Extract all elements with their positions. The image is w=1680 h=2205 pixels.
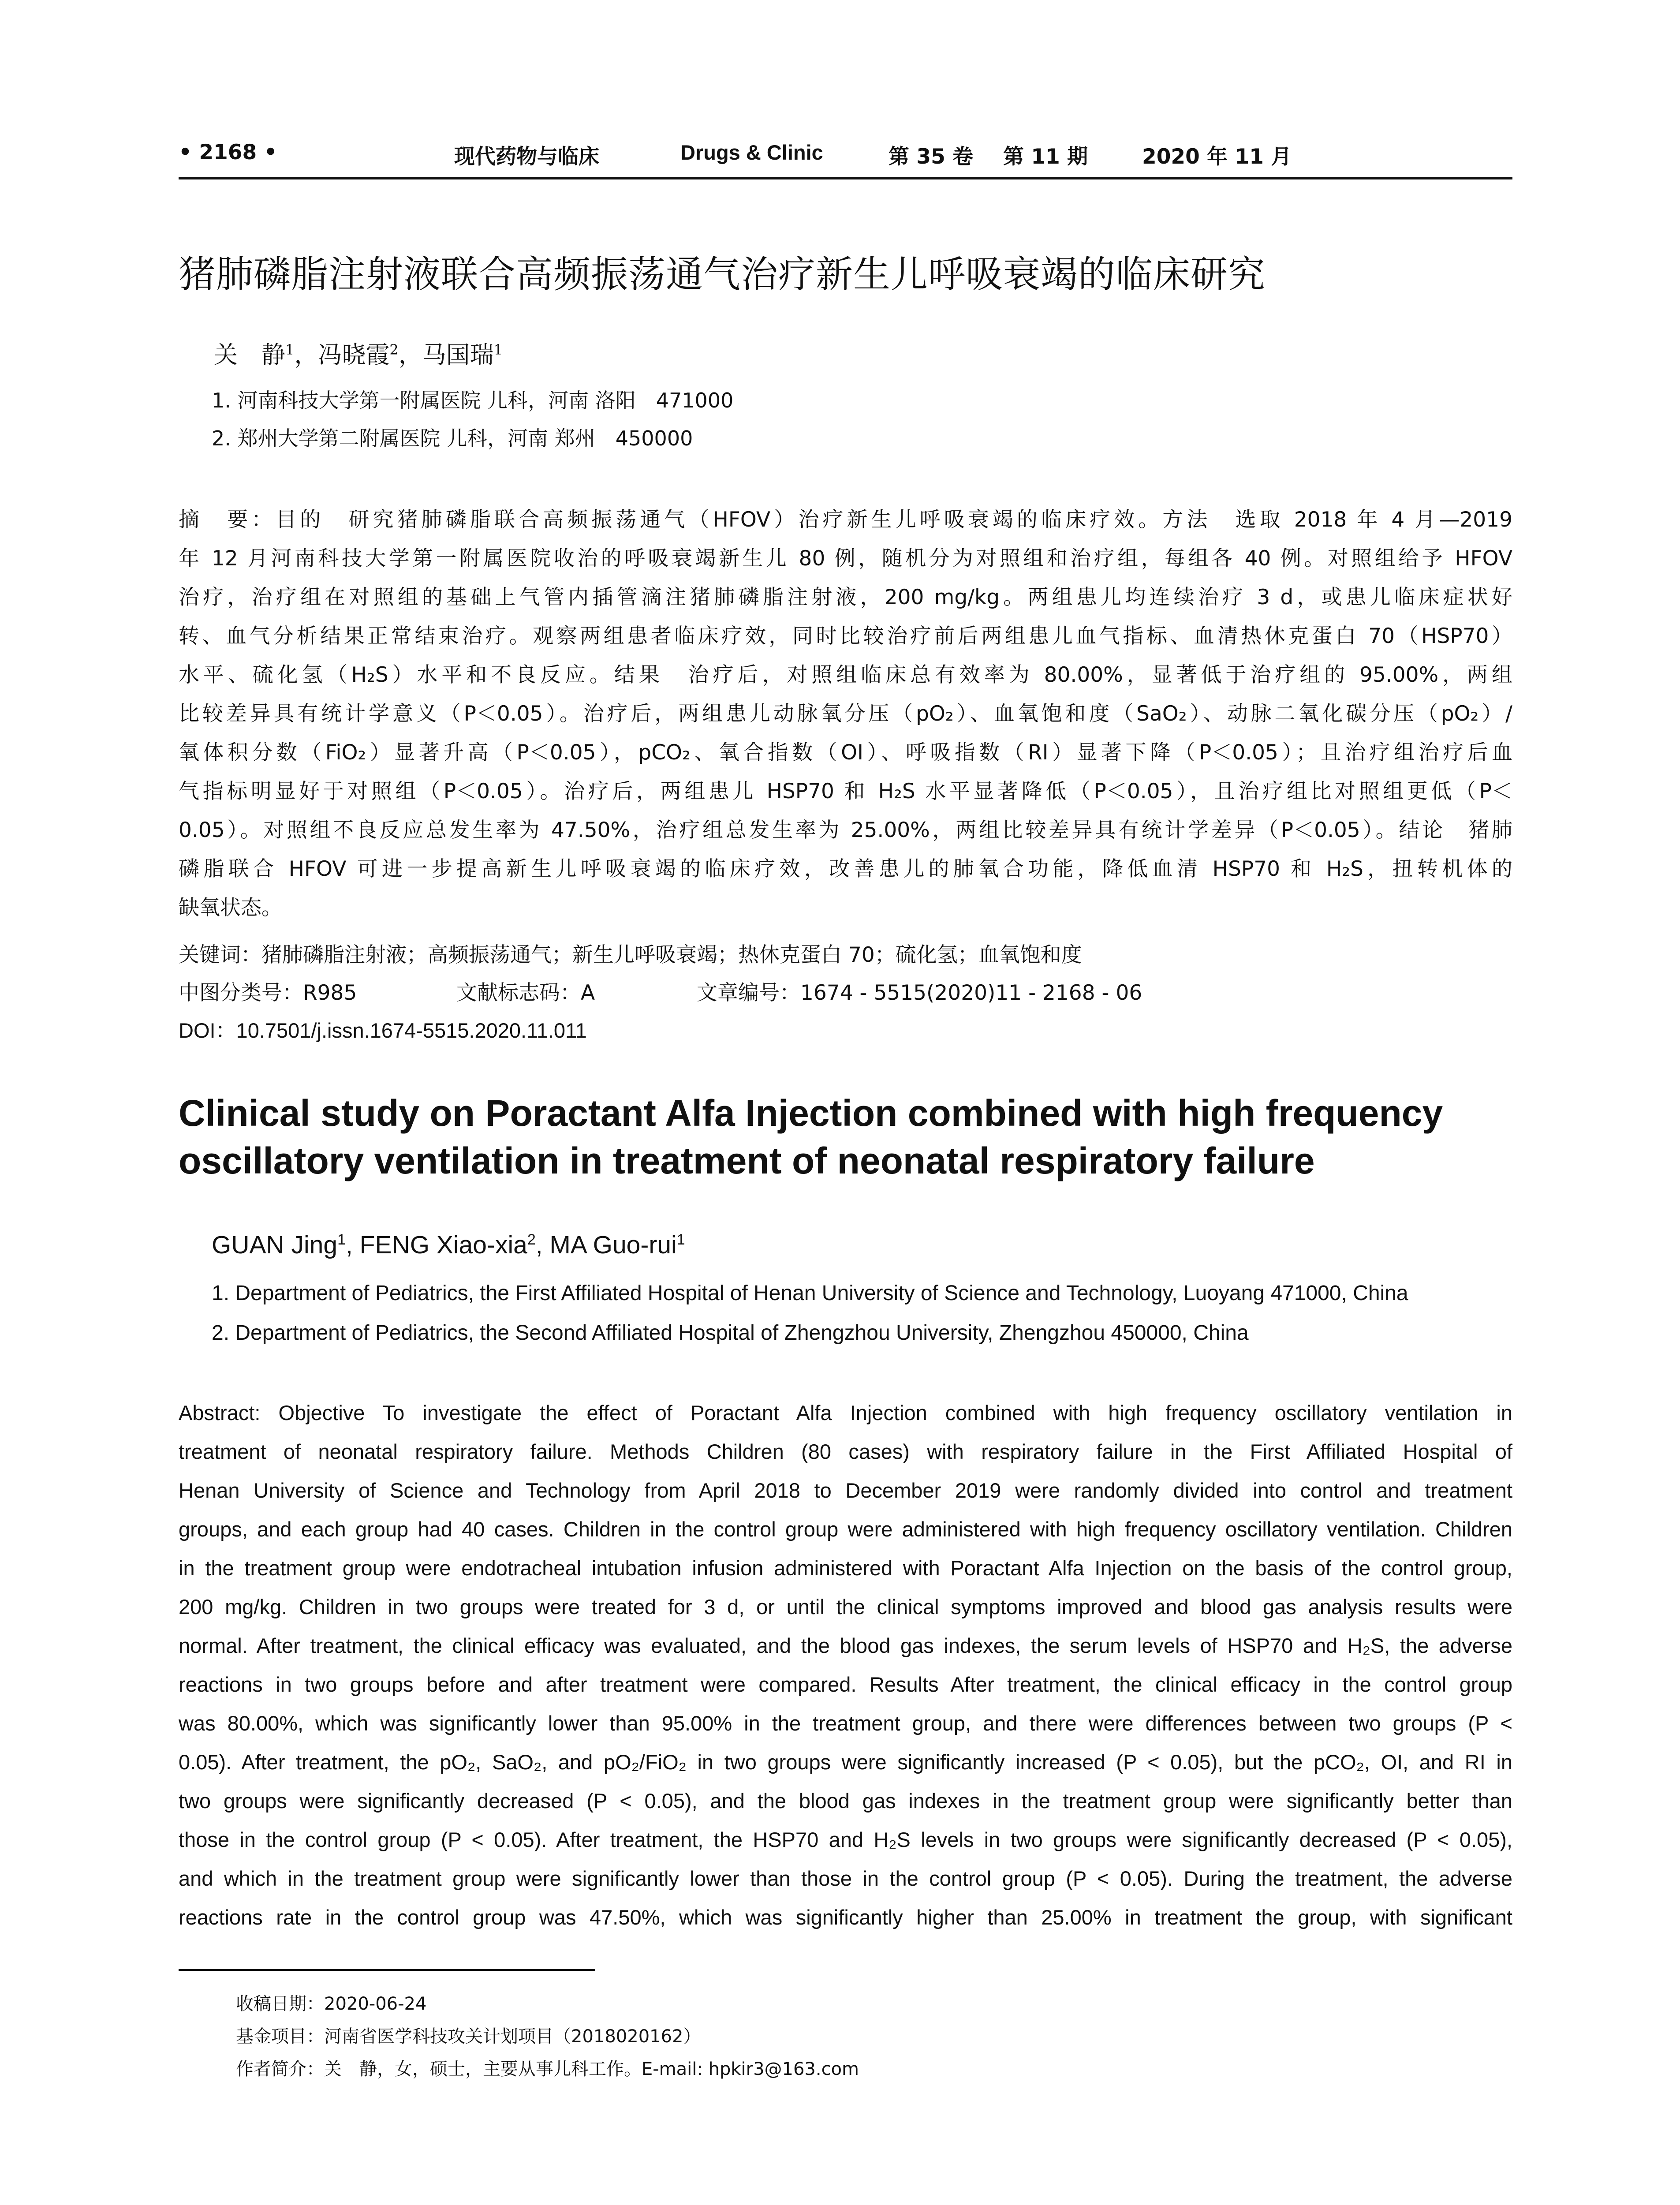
english-abstract	[179, 1394, 1512, 1937]
chinese-affiliation: 1. 河南科技大学第一附属医院 儿科，河南 洛阳 471000	[212, 389, 734, 412]
abstract-line: in the treatment group were endotracheal intubation infusion administered with Poractant Alfa Injection on the basis of the control group,	[179, 1556, 1512, 1580]
author-bio: 作者简介：关 静，女，硕士，主要从事儿科工作。E-mail: hpkir3@163.com	[236, 2059, 859, 2079]
abstract-line: normal. After treatment, the clinical efficacy was evaluated, and the blood gas indexes, the serum levels of HSP70 and H₂S, the adverse	[179, 1634, 1512, 1657]
issue-date: 2020 年 11 月	[1142, 145, 1292, 169]
english-affiliation: 1. Department of Pediatrics, the First Affiliated Hospital of Henan University of Science and Technology, Luoyang 471000, China	[212, 1282, 1408, 1305]
abstract-line: treatment of neonatal respiratory failure. Methods Children (80 cases) with respiratory failure in the First Affiliated Hospital of	[179, 1440, 1512, 1463]
abstract-line: 氧体积分数（FiO₂）显著升高（P＜0.05），pCO₂、氧合指数（OI）、呼吸指数（RI）显著下降（P＜0.05）；且治疗组治疗后血	[179, 740, 1512, 765]
author-name: FENG Xiao-xia	[359, 1231, 527, 1259]
footnote-rule	[179, 1969, 595, 1971]
abstract-line: 0.05). After treatment, the pO₂, SaO₂, and pO₂/FiO₂ in two groups were significantly increased (P < 0.05), but the pCO₂, OI, and RI in	[179, 1750, 1512, 1774]
running-header	[179, 140, 1512, 176]
author-name: MA Guo-rui	[549, 1231, 677, 1259]
author-affiliation-mark: 1	[676, 1231, 685, 1248]
received-date: 收稿日期：2020-06-24	[236, 1994, 427, 2014]
abstract-line: 水平、硫化氢（H₂S）水平和不良反应。结果 治疗后，对照组临床总有效率为 80.00%，显著低于治疗组的 95.00%，两组	[179, 663, 1512, 687]
author-affiliation-mark: 1	[337, 1231, 346, 1248]
clc-number: 中图分类号：R985	[179, 981, 357, 1005]
abstract-line: 缺氧状态。	[179, 896, 282, 920]
abstract-line: 治疗，治疗组在对照组的基础上气管内插管滴注猪肺磷脂注射液，200 mg/kg。两组患儿均连续治疗 3 d，或患儿临床症状好	[179, 585, 1512, 609]
abstract-line: 年 12 月河南科技大学第一附属医院收治的呼吸衰竭新生儿 80 例，随机分为对照组和治疗组，每组各 40 例。对照组给予 HFOV	[179, 546, 1512, 571]
english-authors: GUAN Jing$^1$, FENG Xiao-xia$^2$, MA Guo-rui$^1$	[212, 1231, 685, 1259]
abstract-line: Abstract: Objective To investigate the effect of Poractant Alfa Injection combined with high frequency oscillatory ventilation in	[179, 1401, 1512, 1424]
author-name: GUAN Jing	[212, 1231, 338, 1259]
abstract-line: 气指标明显好于对照组（P＜0.05）。治疗后，两组患儿 HSP70 和 H₂S 水平显著降低（P＜0.05），且治疗组比对照组更低（P＜	[179, 779, 1512, 804]
keywords: 关键词：猪肺磷脂注射液；高频振荡通气；新生儿呼吸衰竭；热休克蛋白 70；硫化氢；血氧饱和度	[179, 943, 1082, 967]
english-affiliation: 2. Department of Pediatrics, the Second Affiliated Hospital of Zhengzhou University, Zhengzhou 450000, China	[212, 1321, 1249, 1345]
journal-name-cn: 现代药物与临床	[454, 145, 599, 169]
author-affiliation-mark: 1	[493, 341, 503, 358]
journal-name-en: Drugs & Clinic	[680, 141, 823, 164]
abstract-line: was 80.00%, which was significantly lower than 95.00% in the treatment group, and there were differences between two groups (P <	[179, 1712, 1512, 1735]
abstract-line: 0.05）。对照组不良反应总发生率为 47.50%，治疗组总发生率为 25.00%，两组比较差异具有统计学差异（P＜0.05）。结论 猪肺	[179, 818, 1512, 842]
chinese-title: 猪肺磷脂注射液联合高频振荡通气治疗新生儿呼吸衰竭的临床研究	[179, 253, 1266, 296]
abstract-line: groups, and each group had 40 cases. Children in the control group were administered with high frequency oscillatory ventilation. Children	[179, 1517, 1512, 1541]
article-number: 文章编号：1674 - 5515(2020)11 - 2168 - 06	[697, 981, 1142, 1005]
abstract-line: reactions rate in the control group was 47.50%, which was significantly higher than 25.00% in treatment the group, with significant	[179, 1906, 1512, 1929]
abstract-line: Henan University of Science and Technology from April 2018 to December 2019 were randomly divided into control and treatment	[179, 1479, 1512, 1502]
author-affiliation-mark: 2	[389, 341, 399, 358]
chinese-authors: 关 静$^1$，冯晓霞$^2$，马国瑞$^1$	[214, 341, 503, 369]
author-affiliation-mark: 2	[527, 1231, 536, 1248]
abstract-line: 比较差异具有统计学意义（P＜0.05）。治疗后，两组患儿动脉氧分压（pO₂）、血氧饱和度（SaO₂）、动脉二氧化碳分压（pO₂）/	[179, 702, 1512, 726]
abstract-line: those in the control group (P < 0.05). After treatment, the HSP70 and H₂S levels in two groups were significantly decreased (P < 0.05),	[179, 1828, 1512, 1851]
english-title: Clinical study on Poractant Alfa Injection combined with high frequency oscillatory ventilation in treatment of neonatal respiratory failure	[179, 1092, 1443, 1181]
abstract-line: 摘 要：目的 研究猪肺磷脂联合高频振荡通气（HFOV）治疗新生儿呼吸衰竭的临床疗效。方法 选取 2018 年 4 月—2019	[179, 508, 1512, 532]
abstract-line: reactions in two groups before and after treatment were compared. Results After treatment, the clinical efficacy in the control group	[179, 1673, 1512, 1696]
author-affiliation-mark: 1	[285, 341, 295, 358]
abstract-line: and which in the treatment group were significantly lower than those in the control group (P < 0.05). During the treatment, the adverse	[179, 1867, 1512, 1890]
issue: 第 11 期	[1003, 145, 1088, 169]
volume: 第 35 卷	[889, 145, 974, 169]
abstract-line: 200 mg/kg. Children in two groups were treated for 3 d, or until the clinical symptoms improved and blood gas analysis results were	[179, 1595, 1512, 1618]
abstract-line: 转、血气分析结果正常结束治疗。观察两组患者临床疗效，同时比较治疗前后两组患儿血气指标、血清热休克蛋白 70（HSP70）	[179, 624, 1512, 648]
abstract-line: two groups were significantly decreased (P < 0.05), and the blood gas indexes in the treatment group were significantly better than	[179, 1789, 1512, 1813]
doi: DOI：10.7501/j.issn.1674-5515.2020.11.011	[179, 1019, 587, 1042]
document-code: 文献标志码：A	[456, 981, 595, 1005]
author-name: 关 静	[214, 341, 285, 369]
author-name: 马国瑞	[422, 341, 494, 369]
page-number: • 2168 •	[179, 140, 277, 164]
abstract-line: 磷脂联合 HFOV 可进一步提高新生儿呼吸衰竭的临床疗效，改善患儿的肺氧合功能，降低血清 HSP70 和 H₂S，扭转机体的	[179, 857, 1512, 881]
header-rule	[179, 177, 1512, 179]
chinese-affiliation: 2. 郑州大学第二附属医院 儿科，河南 郑州 450000	[212, 426, 693, 450]
fund-project: 基金项目：河南省医学科技攻关计划项目（2018020162）	[236, 2026, 701, 2047]
author-name: 冯晓霞	[318, 341, 390, 369]
chinese-abstract	[179, 501, 1512, 927]
